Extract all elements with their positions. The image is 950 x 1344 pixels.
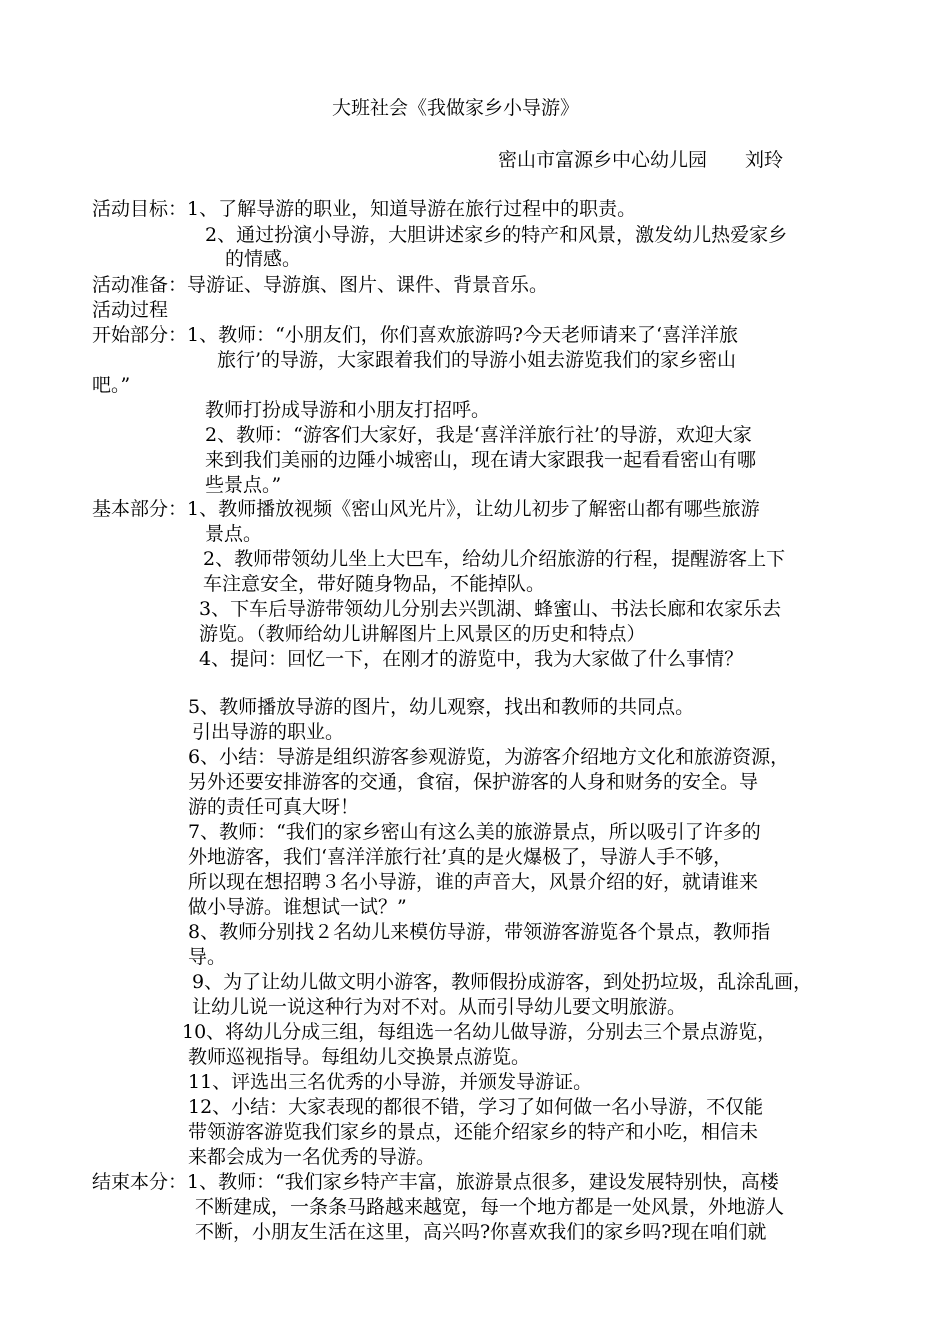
text-line: 10、将幼儿分成三组，每组选一名幼儿做导游，分别去三个景点游览， bbox=[182, 1021, 777, 1043]
text-line: 12、小结：大家表现的都很不错，学习了如何做一名小导游，不仅能 bbox=[188, 1096, 764, 1118]
text-line: 4、提问：回忆一下，在刚才的游览中，我为大家做了什么事情？ bbox=[199, 648, 744, 670]
text-line: 开始部分：1、教师：“小朋友们，你们喜欢旅游吗?今天老师请来了‘喜洋洋旅 bbox=[92, 324, 739, 346]
text-line: 教师打扮成导游和小朋友打招呼。 bbox=[205, 399, 491, 421]
text-line: 活动过程 bbox=[92, 299, 169, 321]
text-line: 些景点。” bbox=[205, 474, 282, 496]
text-line: 另外还要安排游客的交通，食宿，保护游客的人身和财务的安全。导 bbox=[188, 771, 759, 793]
text-line: 引出导游的职业。 bbox=[192, 721, 345, 743]
text-line: 基本部分：1、教师播放视频《密山风光片》，让幼儿初步了解密山都有哪些旅游 bbox=[92, 498, 760, 520]
text-line: 旅行’的导游，大家跟着我们的导游小姐去游览我们的家乡密山 bbox=[217, 349, 737, 371]
author-line: 密山市富源乡中心幼儿园 刘玲 bbox=[498, 149, 784, 171]
text-line: 教师巡视指导。每组幼儿交换景点游览。 bbox=[188, 1046, 531, 1068]
text-line: 导。 bbox=[188, 946, 227, 968]
text-line: 不断建成，一条条马路越来越宽，每一个地方都是一处风景，外地游人 bbox=[195, 1196, 785, 1218]
text-line: 9、为了让幼儿做文明小游客，教师假扮成游客，到处扔垃圾，乱涂乱画， bbox=[192, 971, 813, 993]
text-line: 做小导游。谁想试一试？” bbox=[188, 896, 407, 918]
text-line: 3、下车后导游带领幼儿分别去兴凯湖、蜂蜜山、书法长廊和农家乐去 bbox=[199, 598, 782, 620]
text-line: 游览。（教师给幼儿讲解图片上风景区的历史和特点） bbox=[199, 623, 646, 645]
text-line: 来都会成为一名优秀的导游。 bbox=[188, 1146, 436, 1168]
text-line: 11、评选出三名优秀的小导游，并颁发导游证。 bbox=[188, 1071, 593, 1093]
text-line: 7、教师：“我们的家乡密山有这么美的旅游景点，所以吸引了许多的 bbox=[188, 821, 761, 843]
document-title: 大班社会《我做家乡小导游》 bbox=[332, 97, 580, 119]
text-line: 不断，小朋友生活在这里，高兴吗?你喜欢我们的家乡吗?现在咱们就 bbox=[195, 1221, 767, 1243]
text-line: 游的责任可真大呀！ bbox=[188, 796, 360, 818]
text-line: 2、教师：“游客们大家好，我是‘喜洋洋旅行社’的导游，欢迎大家 bbox=[205, 424, 752, 446]
text-line: 景点。 bbox=[205, 523, 263, 545]
text-line: 8、教师分别找２名幼儿来模仿导游，带领游客游览各个景点，教师指 bbox=[188, 921, 771, 943]
text-line: 活动目标：1、了解导游的职业，知道导游在旅行过程中的职责。 bbox=[92, 198, 637, 220]
text-line: 外地游客，我们‘喜洋洋旅行社’真的是火爆极了，导游人手不够， bbox=[188, 846, 733, 868]
text-line: 吧。” bbox=[92, 374, 131, 396]
text-line: 的情感。 bbox=[225, 248, 302, 270]
text-line: 车注意安全，带好随身物品，不能掉队。 bbox=[203, 573, 546, 595]
text-line: 6、小结：导游是组织游客参观游览，为游客介绍地方文化和旅游资源， bbox=[188, 746, 790, 768]
text-line: 活动准备：导游证、导游旗、图片、课件、背景音乐。 bbox=[92, 274, 549, 296]
text-line: 2、教师带领幼儿坐上大巴车，给幼儿介绍旅游的行程，提醒游客上下 bbox=[203, 548, 786, 570]
text-line: 所以现在想招聘３名小导游，谁的声音大，风景介绍的好，就请谁来 bbox=[188, 871, 759, 893]
text-line: 让幼儿说一说这种行为对不对。从而引导幼儿要文明旅游。 bbox=[192, 996, 687, 1018]
text-line: 带领游客游览我们家乡的景点，还能介绍家乡的特产和小吃，相信未 bbox=[188, 1121, 759, 1143]
text-line: 2、通过扮演小导游，大胆讲述家乡的特产和风景，激发幼儿热爱家乡 bbox=[205, 224, 788, 246]
text-line: 结束本分：1、教师：“我们家乡特产丰富，旅游景点很多，建设发展特别快，高楼 bbox=[92, 1171, 779, 1193]
text-line: 来到我们美丽的边陲小城密山，现在请大家跟我一起看看密山有哪 bbox=[205, 449, 757, 471]
text-line: 5、教师播放导游的图片，幼儿观察，找出和教师的共同点。 bbox=[188, 696, 695, 718]
